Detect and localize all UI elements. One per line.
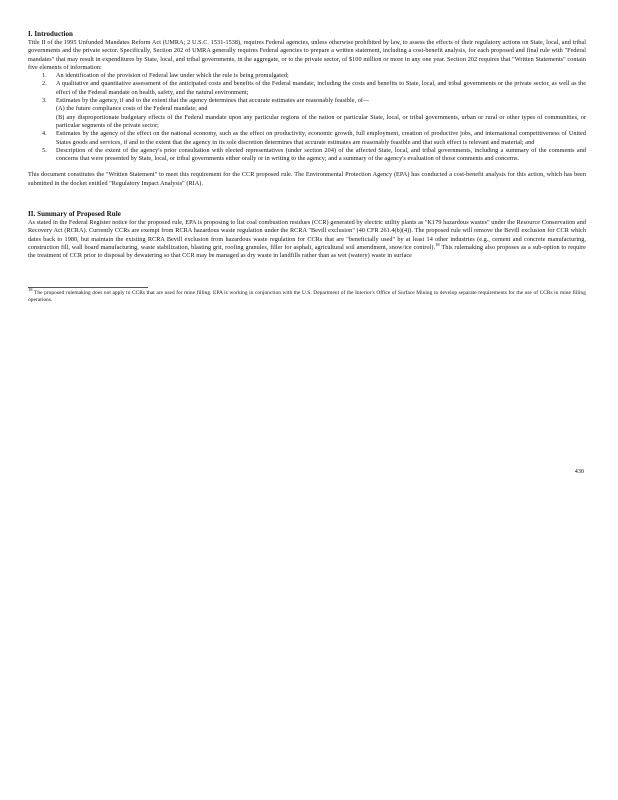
- page-number: 430: [574, 468, 584, 475]
- list-item-text: Estimates by the agency, if and to the extent that the agency determines that accurate estimates are reasonably feasible, of—: [56, 97, 370, 105]
- list-item: [28, 130, 586, 147]
- list-item-number: 2.: [42, 80, 47, 88]
- list-item-number: 5.: [42, 146, 47, 154]
- document-page: [28, 30, 586, 304]
- section-heading-summary: II. Summary of Proposed Rule: [28, 210, 121, 219]
- list-item-number: 3.: [42, 97, 47, 105]
- list-item-number: 4.: [42, 130, 47, 138]
- introduction-paragraph: Title II of the 1995 Unfunded Mandates Reform Act (UMRA; 2 U.S.C. 1531-1538), requires Federal agencies, unless otherwise prohibited by law, to assess the effects of their regulatory actions on State, local, and tribal governments and the private sector. Specifically, Section 202 of UMRA generally requires Federal agencies to prepare a written statement, including a cost-benefit analysis, for each proposed and final rule with "Federal mandates" that may result in expenditures by State, local, and tribal governments, in the aggregate, or to the private sector, of $100 million or more in any one year. Section 202 requires that "Written Statements" contain five elements of information:: [28, 39, 586, 71]
- list-item: [28, 80, 586, 97]
- footnote-divider: [28, 287, 148, 288]
- summary-text-part2: This rulemaking also proposes as a sub-option to require the treatment of CCR prior to disposal by dewatering so that CCR may be managed as dry waste in landfills rather than as wet (watery) waste in surface: [28, 243, 586, 260]
- sub-item-a: (A) the future compliance costs of the Federal mandate; and: [56, 105, 208, 113]
- closing-paragraph: This document constitutes the "Written Statement" to meet this requirement for the CCR proposed rule. The Environmental Protection Agency (EPA) has conducted a cost-benefit analysis for this action, which has been submitted in the docket entitled "Regulatory Impact Analysis" (RIA).: [28, 171, 586, 187]
- summary-text-part1: As stated in the Federal Register notice for the proposed rule, EPA is proposing to list coal combustion residues (CCR) generated by electric utility plants as "K179 hazardous wastes" under the Resource Conservation and Recovery Act (RCRA). Currently CCRs are exempt from RCRA hazardous waste regulation under the RCRA "Bevill exclusion" (40 CFR 261.4(b)(4)). The proposed rule will remove the Bevill exclusion for CCR which dates back to 1980, but maintain the existing RCRA Bevill exclusion from hazardous waste regulation for CCRs that are "beneficially used" by at least 14 other industries (e.g., cement and concrete manufacturing, construction fill, wall board manufacturing, waste stabilization, blasting grit, roofing granules, filler for asphalt, agricultural soil amendment, snow/ice control).: [28, 219, 586, 251]
- spacer: [28, 261, 586, 287]
- list-item-text: Description of the extent of the agency's prior consultation with elected representatives (under section 204) of the affected State, local, and tribal governments, including a summary of the comments and concerns that were presented by State, local, or tribal governments either orally or in writing to the agency; and a summary of the agency's evaluation of those comments and concerns.: [56, 146, 586, 163]
- list-item-number: 1.: [42, 72, 47, 80]
- footnote-text: The proposed rulemaking does not apply to CCRs that are used for mine filling. EPA is working in conjunction with the U.S. Department of the Interior's Office of Surface Mining to develop separate requirements for the use of CCRs in mine filling operations.: [28, 289, 586, 303]
- list-item-text: A qualitative and quantitative assessment of the anticipated costs and benefits of the Federal mandate, including the costs and benefits to State, local, and tribal governments or the private sector, as well as the effect of the Federal mandate on health, safety, and the natural environment;: [56, 80, 586, 96]
- footnote-reference: 18: [435, 241, 440, 247]
- list-item-text: Estimates by the agency of the effect on the national economy, such as the effect on productivity, economic growth, full employment, creation of productive jobs, and international competitiveness of United States goods and services, if and to the extent that the agency in its sole discretion determines that accurate estimates are reasonably feasible and that such effect is relevant and material; and: [56, 130, 586, 146]
- list-item: [28, 72, 586, 80]
- written-statement-elements-list: [28, 72, 586, 163]
- sub-item-b: (B) any disproportionate budgetary effects of the Federal mandate upon any particular regions of the nation or particular State, local, or tribal governments, urban or rural or other types of communities, or particular segments of the private sector;: [56, 113, 586, 129]
- list-item: [28, 97, 586, 130]
- list-item-text: An identification of the provision of Federal law under which the rule is being promulgated;: [56, 72, 289, 80]
- spacer: [28, 188, 586, 210]
- spacer: [28, 163, 586, 171]
- footnote: [28, 286, 586, 304]
- list-item: [28, 147, 586, 164]
- summary-paragraph: [28, 219, 586, 260]
- footnote-number: 18: [28, 286, 33, 292]
- section-heading-introduction: I. Introduction: [28, 30, 73, 38]
